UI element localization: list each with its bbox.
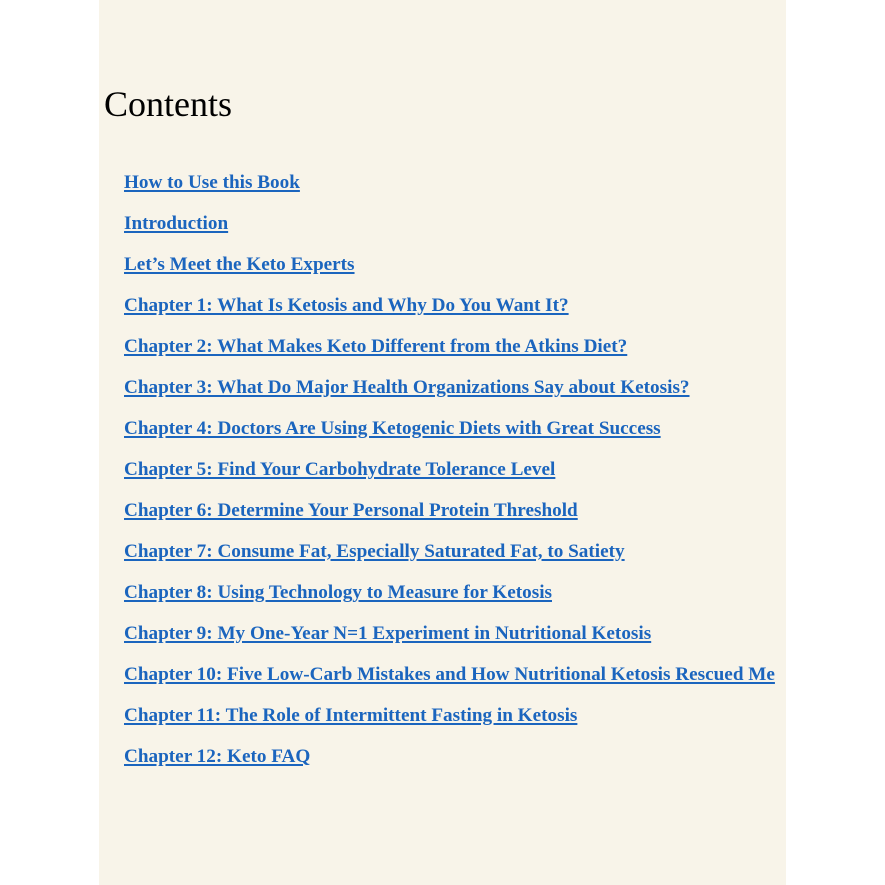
toc-entry <box>104 619 779 649</box>
toc-entry <box>104 496 779 526</box>
toc-entry <box>104 332 779 362</box>
toc-link[interactable]: Chapter 2: What Makes Keto Different from the Atkins Diet? <box>124 336 628 357</box>
toc-entry <box>104 414 779 444</box>
toc-link[interactable]: Let’s Meet the Keto Experts <box>124 254 355 275</box>
toc-link[interactable]: Chapter 8: Using Technology to Measure for Ketosis <box>124 582 552 603</box>
toc-link[interactable]: Chapter 4: Doctors Are Using Ketogenic Diets with Great Success <box>124 418 661 439</box>
toc-link[interactable]: Chapter 7: Consume Fat, Especially Saturated Fat, to Satiety <box>124 541 625 562</box>
contents-section <box>104 82 779 783</box>
toc-entry <box>104 660 779 690</box>
toc-link[interactable]: Chapter 12: Keto FAQ <box>124 746 311 767</box>
toc-entry <box>104 455 779 485</box>
toc-link[interactable]: Introduction <box>124 213 229 234</box>
toc-entry <box>104 701 779 731</box>
book-page <box>99 0 786 885</box>
toc-entry <box>104 578 779 608</box>
table-of-contents <box>104 168 779 772</box>
toc-link[interactable]: Chapter 10: Five Low-Carb Mistakes and How Nutritional Ketosis Rescued Me <box>124 664 775 685</box>
toc-entry <box>104 168 779 198</box>
page-title: Contents <box>104 84 233 124</box>
toc-entry <box>104 250 779 280</box>
toc-entry <box>104 742 779 772</box>
toc-link[interactable]: Chapter 3: What Do Major Health Organizations Say about Ketosis? <box>124 377 690 398</box>
toc-entry <box>104 373 779 403</box>
toc-link[interactable]: Chapter 11: The Role of Intermittent Fasting in Ketosis <box>124 705 578 726</box>
toc-link[interactable]: How to Use this Book <box>124 172 300 193</box>
toc-link[interactable]: Chapter 6: Determine Your Personal Protein Threshold <box>124 500 578 521</box>
toc-link[interactable]: Chapter 5: Find Your Carbohydrate Tolerance Level <box>124 459 556 480</box>
toc-link[interactable]: Chapter 1: What Is Ketosis and Why Do You Want It? <box>124 295 569 316</box>
toc-entry <box>104 209 779 239</box>
toc-link[interactable]: Chapter 9: My One-Year N=1 Experiment in Nutritional Ketosis <box>124 623 652 644</box>
toc-entry <box>104 291 779 321</box>
toc-entry <box>104 537 779 567</box>
